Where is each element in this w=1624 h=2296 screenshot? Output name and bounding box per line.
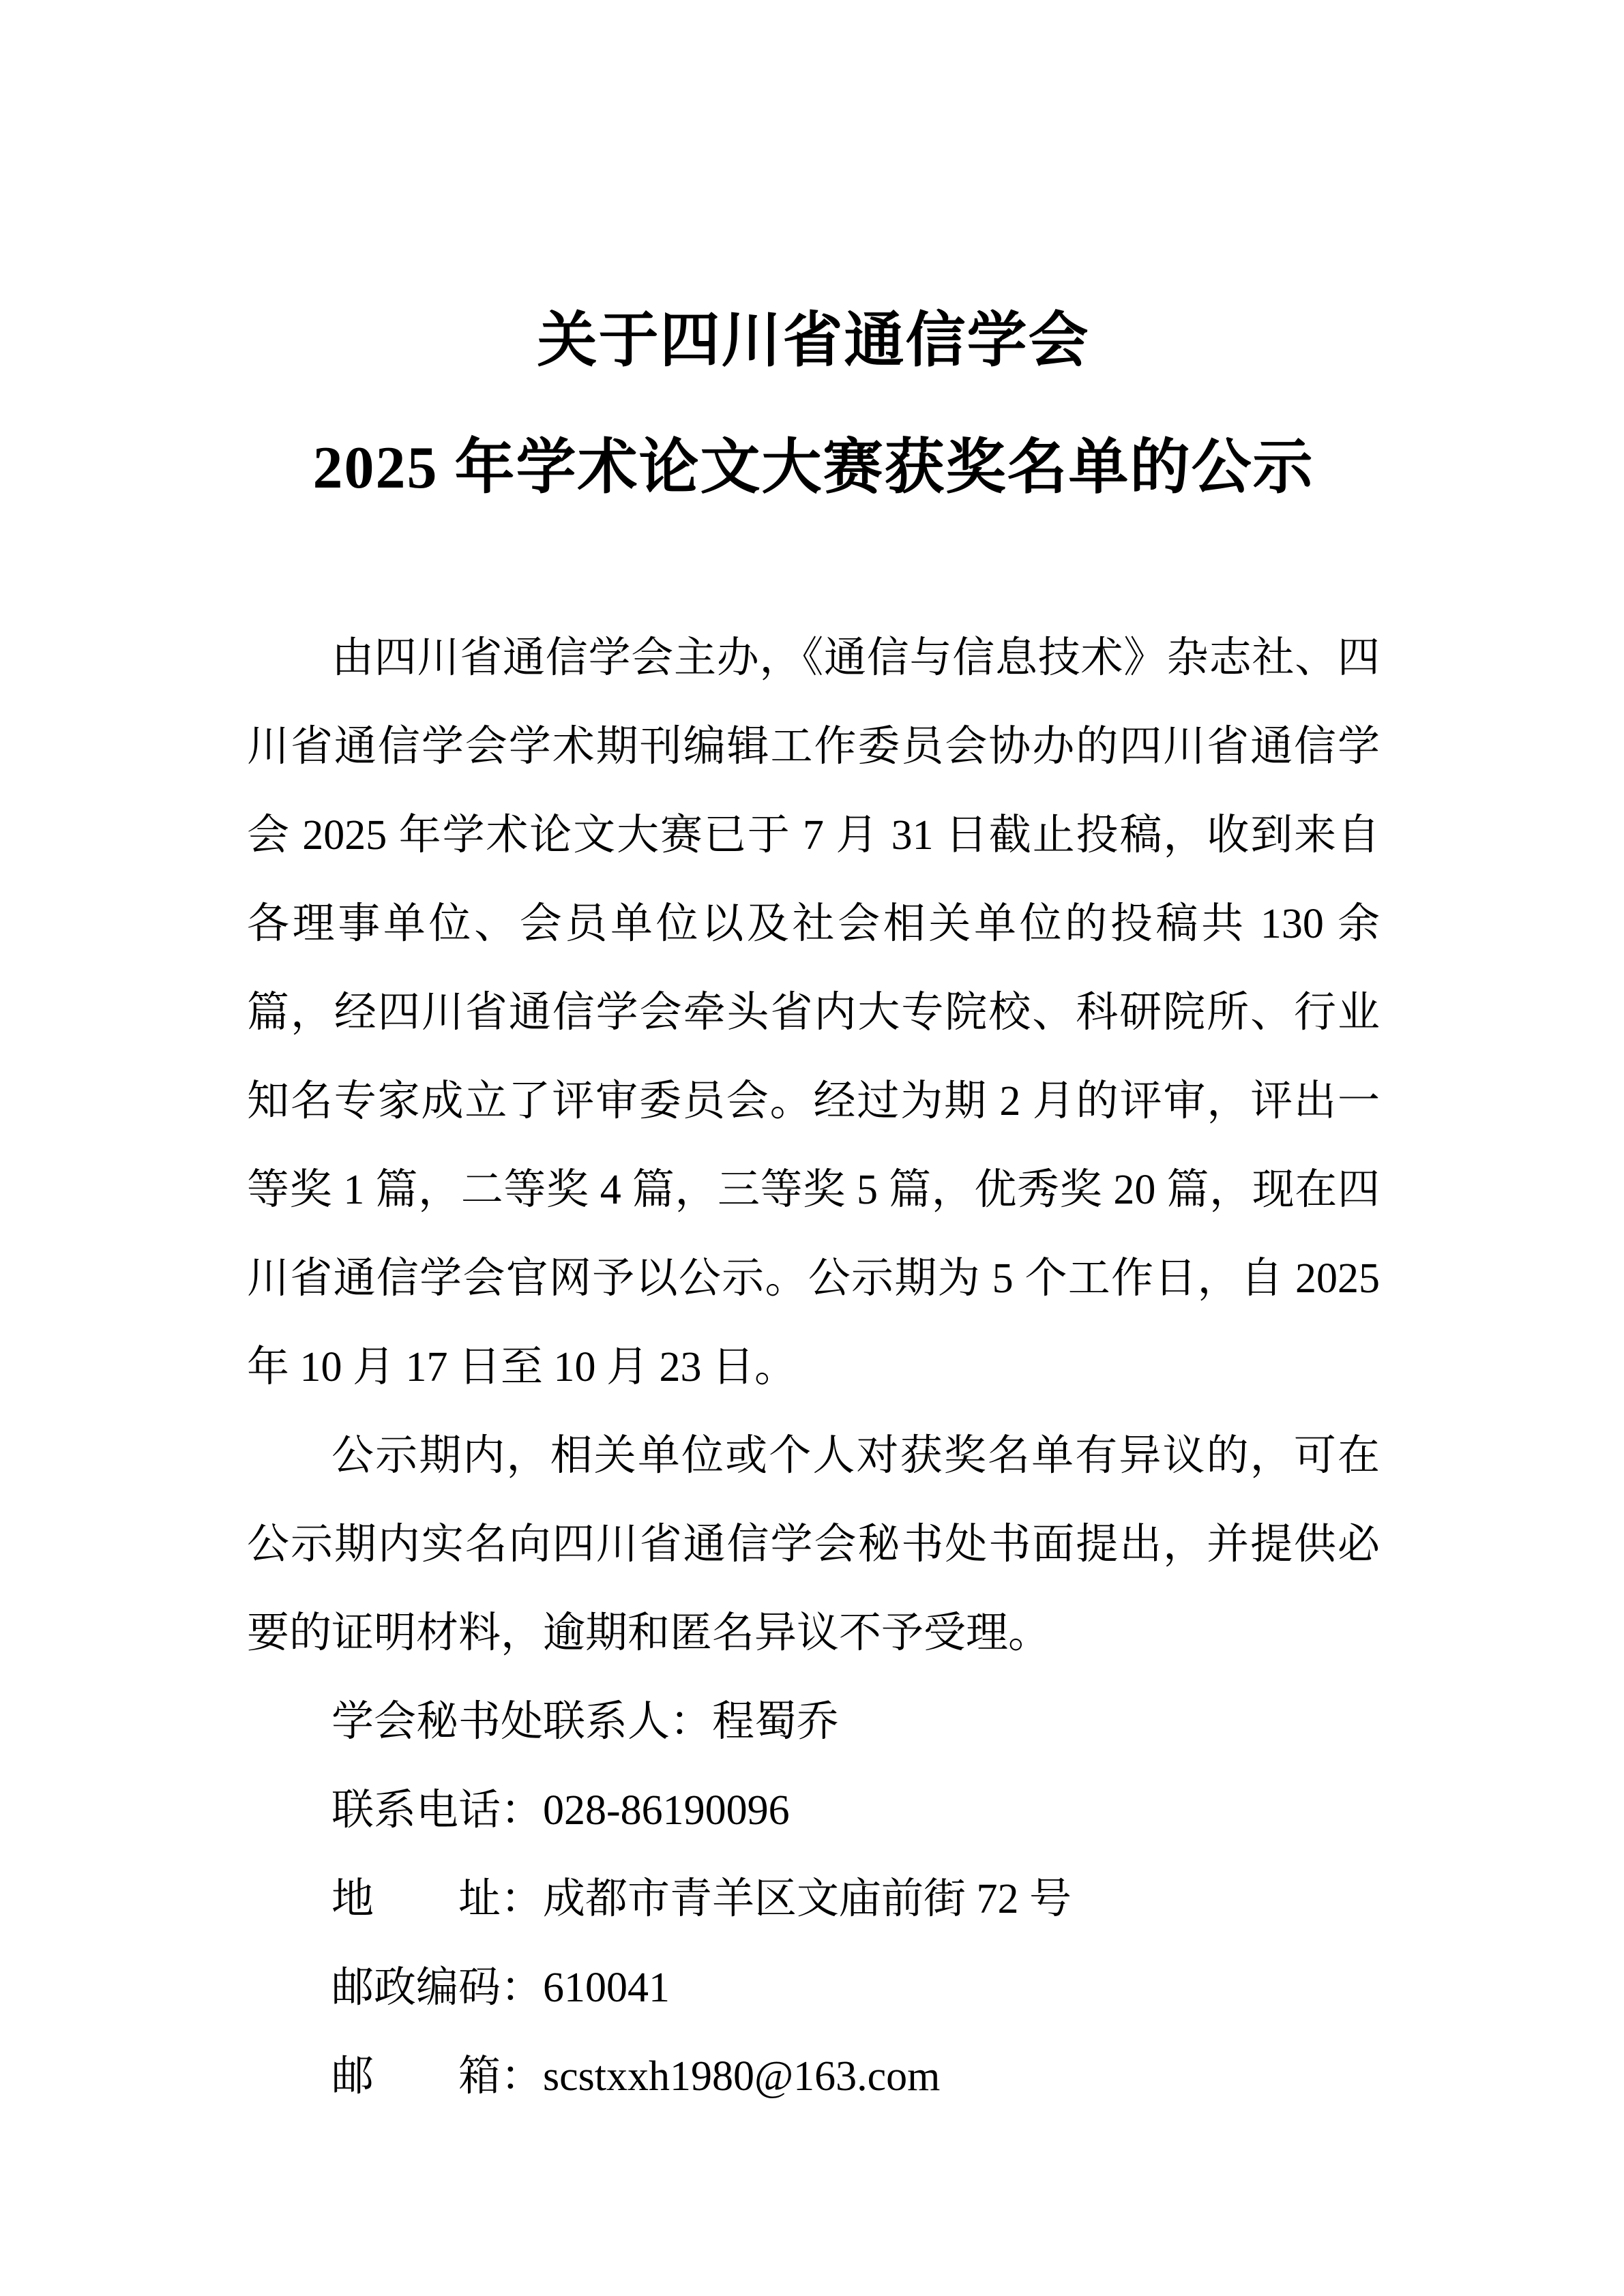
contact-email-line: 邮 箱：scstxxh1980@163.com (331, 2053, 941, 2100)
contact-postal-code-line: 邮政编码：610041 (331, 1965, 670, 2011)
doc-title-line-2: 2025 年学术论文大赛获奖名单的公示 (312, 435, 1314, 501)
doc-title-line-1: 关于四川省通信学会 (537, 308, 1090, 374)
paragraph-intro: 由四川省通信学会主办，《通信与信息技术》杂志社、四川省通信学会学术期刊编辑工作委员会协办的四川省通信学会 2025 年学术论文大赛已于 7 月 31 日截止投稿，收到来自各理事单位、会员单位以及社会相关单位的投稿共 130 余篇，经四川省通信学会牵头省内大专院校、科研院所、行业知名专家成立了评审委员会。经过为期 2 月的评审，评出一等奖 1 篇，二等奖 4 篇，三等奖 5 篇，优秀奖 20 篇，现在四川省通信学会官网予以公示。公示期为 5 个工作日，自 2025 年 10 月 17 日至 10 月 23 日。 (247, 635, 1380, 1390)
contact-phone-line: 联系电话：028-86190096 (331, 1787, 790, 1834)
doc-title (247, 278, 1380, 532)
paragraph-objection: 公示期内，相关单位或个人对获奖名单有异议的，可在公示期内实名向四川省通信学会秘书处书面提出，并提供必要的证明材料，逾期和匿名异议不予受理。 (247, 1433, 1380, 1656)
doc-body (247, 614, 1380, 2121)
contact-person-line: 学会秘书处联系人：程蜀乔 (331, 1699, 840, 1745)
contact-address-line: 地 址：成都市青羊区文庙前街 72 号 (331, 1876, 1072, 1922)
